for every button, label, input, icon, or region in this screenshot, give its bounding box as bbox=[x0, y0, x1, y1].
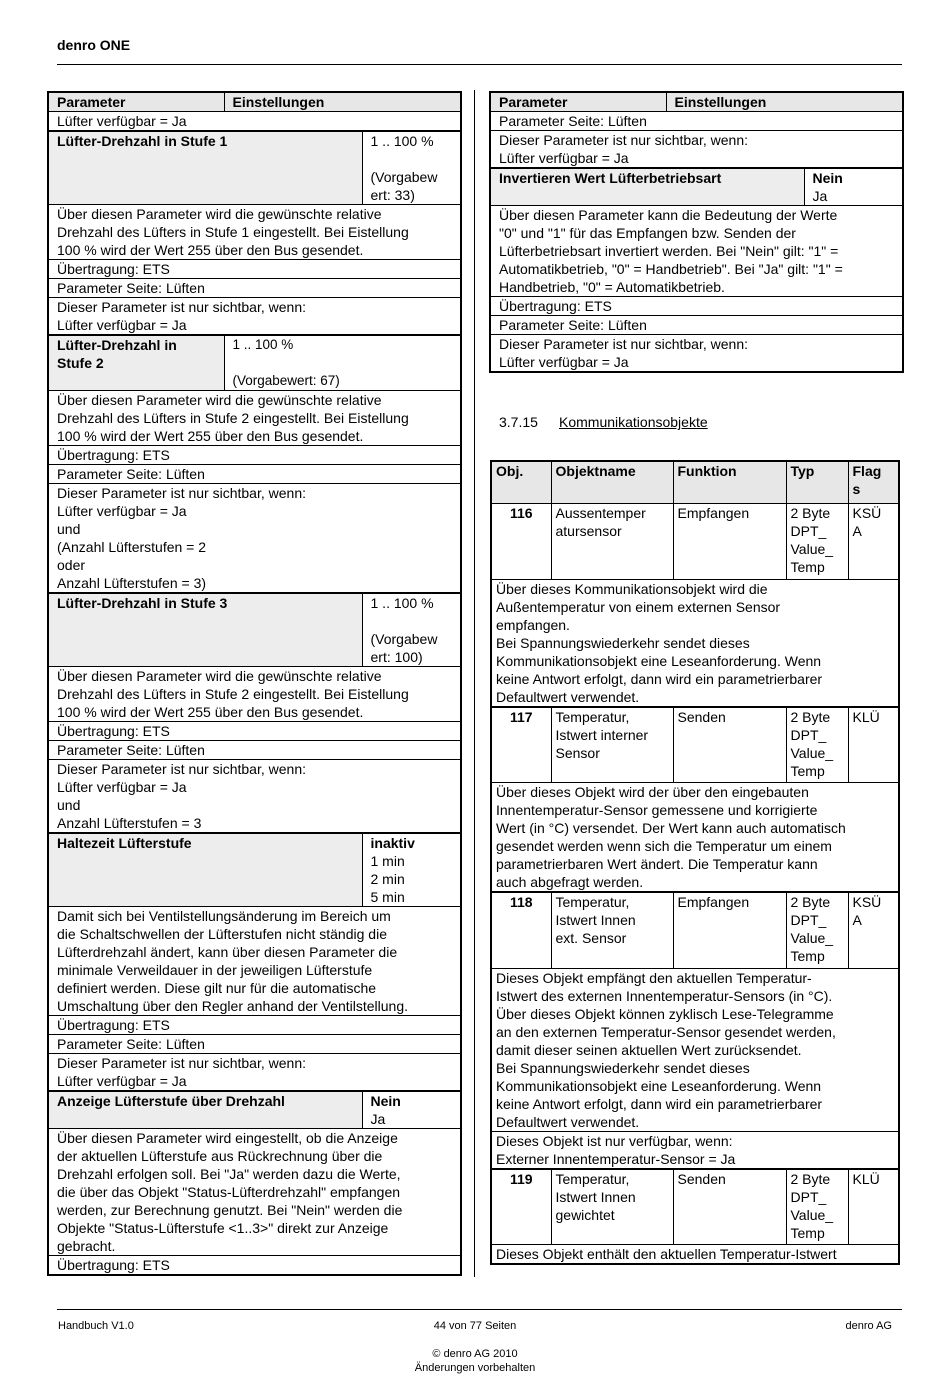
col-header-einstellungen: Einstellungen bbox=[224, 92, 461, 112]
object-type: 2 Byte DPT_ Value_ Temp bbox=[786, 892, 848, 968]
left-parameter-table bbox=[47, 91, 462, 1276]
visibility-cell: Dieser Parameter ist nur sichtbar, wenn: Lüfter verfügbar = Ja bbox=[490, 335, 903, 373]
object-number: 118 bbox=[491, 892, 551, 968]
footer-rule bbox=[57, 1309, 902, 1310]
page-cell: Parameter Seite: Lüften bbox=[48, 741, 461, 760]
visibility-cell: Dieser Parameter ist nur sichtbar, wenn: Lüfter verfügbar = Ja und (Anzahl Lüfterstufen = 2 oder Anzahl Lüfterstufen = 3) bbox=[48, 484, 461, 594]
footer-manual-version: Handbuch V1.0 bbox=[58, 1320, 134, 1332]
document-header-title: denro ONE bbox=[57, 37, 131, 53]
param-name-anzeige: Anzeige Lüfterstufe über Drehzahl bbox=[48, 1091, 362, 1129]
object-description: Dieses Objekt empfängt den aktuellen Temperatur- Istwert des externen Innentemperatur-Sensors (in °C). Über dieses Objekt können zyklisch Lese-Telegramme an den externen Temperatur-Sensor gesendet werden, damit dieser seinen aktuellen Wert zurücksendet. Bei Spannungswiederkehr sendet dieses Kommunikationsobjekt eine Leseanforderung. Wenn keine Antwort erfolgt, dann wird ein parametrierbarer Defaultwert verwendet. bbox=[491, 968, 899, 1131]
footer-company: denro AG bbox=[845, 1320, 892, 1332]
object-function: Senden bbox=[673, 1169, 786, 1245]
column-separator bbox=[474, 90, 475, 1277]
visibility-cell: Dieser Parameter ist nur sichtbar, wenn: Lüfter verfügbar = Ja bbox=[48, 298, 461, 336]
col-header-flags: Flag s bbox=[848, 461, 899, 503]
visibility-cell: Dieser Parameter ist nur sichtbar, wenn: Lüfter verfügbar = Ja bbox=[490, 131, 903, 169]
transfer-cell: Übertragung: ETS bbox=[48, 1256, 461, 1276]
transfer-cell: Übertragung: ETS bbox=[48, 722, 461, 741]
transfer-cell: Übertragung: ETS bbox=[48, 1016, 461, 1035]
object-description: Über dieses Kommunikationsobjekt wird die Außentemperatur von einem externen Sensor empfangen. Bei Spannungswiederkehr sendet dieses Kommunikationsobjekt eine Leseanforderung. Wenn keine Antwort erfolgt, dann wird ein parametrierbarer Defaultwert verwendet. bbox=[491, 579, 899, 707]
col-header-funktion: Funktion bbox=[673, 461, 786, 503]
footer-copyright: © denro AG 2010 bbox=[432, 1348, 518, 1360]
object-name: Temperatur, Istwert interner Sensor bbox=[551, 707, 673, 783]
footer-note: Änderungen vorbehalten bbox=[414, 1362, 536, 1374]
object-type: 2 Byte DPT_ Value_ Temp bbox=[786, 1169, 848, 1245]
param-name-invertieren: Invertieren Wert Lüfterbetriebsart bbox=[490, 168, 804, 206]
param-name-stufe3: Lüfter-Drehzahl in Stufe 3 bbox=[48, 593, 362, 667]
communication-objects-table bbox=[490, 460, 900, 1280]
page-cell: Parameter Seite: Lüften bbox=[48, 465, 461, 484]
object-description: Über dieses Objekt wird der über den eingebauten Innentemperatur-Sensor gemessene und korrigierte Wert (in °C) versendet. Der Wert kann auch automatisch gesendet werden wenn sich die Temperatur um einem parametrierbaren Wert ändert. Die Temperatur kann auch abgefragt werden. bbox=[491, 783, 899, 893]
col-header-parameter: Parameter bbox=[48, 92, 224, 112]
page-cell: Parameter Seite: Lüften bbox=[490, 316, 903, 335]
object-function: Empfangen bbox=[673, 503, 786, 579]
param-description-stufe2: Über diesen Parameter wird die gewünschte relative Drehzahl des Lüfters in Stufe 2 eingestellt. Bei Eistellung 100 % wird der Wert 255 über den Bus gesendet. bbox=[48, 391, 461, 446]
section-title: Kommunikationsobjekte bbox=[559, 414, 708, 430]
visibility-cell: Lüfter verfügbar = Ja bbox=[48, 112, 461, 132]
object-flags: KSÜ A bbox=[848, 892, 899, 968]
header-rule bbox=[57, 64, 902, 65]
object-name: Aussentemper atursensor bbox=[551, 503, 673, 579]
section-heading bbox=[499, 414, 708, 430]
object-flags: KLÜ bbox=[848, 707, 899, 783]
param-name-haltezeit: Haltezeit Lüfterstufe bbox=[48, 833, 362, 907]
footer-page-number: 44 von 77 Seiten bbox=[433, 1320, 517, 1332]
object-availability: Dieses Objekt ist nur verfügbar, wenn: Externer Innentemperatur-Sensor = Ja bbox=[491, 1131, 899, 1169]
col-header-einstellungen: Einstellungen bbox=[666, 92, 903, 112]
param-name-stufe2: Lüfter-Drehzahl in Stufe 2 bbox=[48, 335, 224, 391]
right-parameter-table bbox=[489, 91, 904, 373]
param-description-stufe1: Über diesen Parameter wird die gewünschte relative Drehzahl des Lüfters in Stufe 1 eingestellt. Bei Eistellung 100 % wird der Wert 255 über den Bus gesendet. bbox=[48, 205, 461, 260]
object-flags: KSÜ A bbox=[848, 503, 899, 579]
object-name: Temperatur, Istwert Innen ext. Sensor bbox=[551, 892, 673, 968]
param-options-anzeige: Nein Ja bbox=[362, 1091, 461, 1129]
object-number: 119 bbox=[491, 1169, 551, 1245]
visibility-cell: Dieser Parameter ist nur sichtbar, wenn: Lüfter verfügbar = Ja bbox=[48, 1054, 461, 1092]
param-description-stufe3: Über diesen Parameter wird die gewünschte relative Drehzahl des Lüfters in Stufe 2 eingestellt. Bei Eistellung 100 % wird der Wert 255 über den Bus gesendet. bbox=[48, 667, 461, 722]
transfer-cell: Übertragung: ETS bbox=[48, 446, 461, 465]
param-description-haltezeit: Damit sich bei Ventilstellungsänderung im Bereich um die Schaltschwellen der Lüfterstufen nicht ständig die Lüfterdrehzahl ändert, kann über diesen Parameter die minimale Verweildauer in der jeweiligen Lüfterstufe definiert werden. Diese gilt nur für die automatische Umschaltung über den Regler anhand der Ventilstellung. bbox=[48, 907, 461, 1016]
page-cell: Parameter Seite: Lüften bbox=[48, 1035, 461, 1054]
param-description-anzeige: Über diesen Parameter wird eingestellt, ob die Anzeige der aktuellen Lüfterstufe aus Rückrechnung über die Drehzahl erfolgen soll. Bei "Ja" werden dazu die Werte, die über das Objekt "Status-Lüfterdrehzahl" empfangen werden, zur Berechnung genutzt. Bei "Nein" werden die Objekte "Status-Lüfterstufe <1..3>" direkt zur Anzeige gebracht. bbox=[48, 1129, 461, 1256]
transfer-cell: Übertragung: ETS bbox=[490, 297, 903, 316]
param-setting-stufe2: 1 .. 100 % (Vorgabewert: 67) bbox=[224, 335, 461, 391]
object-description: Dieses Objekt enthält den aktuellen Temperatur-Istwert bbox=[491, 1245, 899, 1265]
object-number: 117 bbox=[491, 707, 551, 783]
param-setting-stufe1: 1 .. 100 % (Vorgabew ert: 33) bbox=[362, 131, 461, 205]
object-function: Empfangen bbox=[673, 892, 786, 968]
object-type: 2 Byte DPT_ Value_ Temp bbox=[786, 707, 848, 783]
page-cell: Parameter Seite: Lüften bbox=[48, 279, 461, 298]
col-header-objektname: Objektname bbox=[551, 461, 673, 503]
object-type: 2 Byte DPT_ Value_ Temp bbox=[786, 503, 848, 579]
object-name: Temperatur, Istwert Innen gewichtet bbox=[551, 1169, 673, 1245]
param-options-haltezeit: inaktiv 1 min 2 min 5 min bbox=[362, 833, 461, 907]
page-cell: Parameter Seite: Lüften bbox=[490, 112, 903, 131]
section-number: 3.7.15 bbox=[499, 414, 538, 430]
object-flags: KLÜ bbox=[848, 1169, 899, 1245]
col-header-typ: Typ bbox=[786, 461, 848, 503]
object-number: 116 bbox=[491, 503, 551, 579]
col-header-parameter: Parameter bbox=[490, 92, 666, 112]
param-setting-stufe3: 1 .. 100 % (Vorgabew ert: 100) bbox=[362, 593, 461, 667]
param-options-invertieren: Nein Ja bbox=[804, 168, 903, 206]
transfer-cell: Übertragung: ETS bbox=[48, 260, 461, 279]
col-header-obj: Obj. bbox=[491, 461, 551, 503]
param-description-invertieren: Über diesen Parameter kann die Bedeutung der Werte "0" und "1" für das Empfangen bzw. Senden der Lüfterbetriebsart invertiert werden. Bei "Nein" gilt: "1" = Automatikbetrieb, "0" = Handbetrieb". Bei "Ja" gilt: "1" = Handbetrieb, "0" = Automatikbetrieb. bbox=[490, 206, 903, 297]
param-name-stufe1: Lüfter-Drehzahl in Stufe 1 bbox=[48, 131, 362, 205]
visibility-cell: Dieser Parameter ist nur sichtbar, wenn: Lüfter verfügbar = Ja und Anzahl Lüfterstufen = 3 bbox=[48, 760, 461, 834]
object-function: Senden bbox=[673, 707, 786, 783]
